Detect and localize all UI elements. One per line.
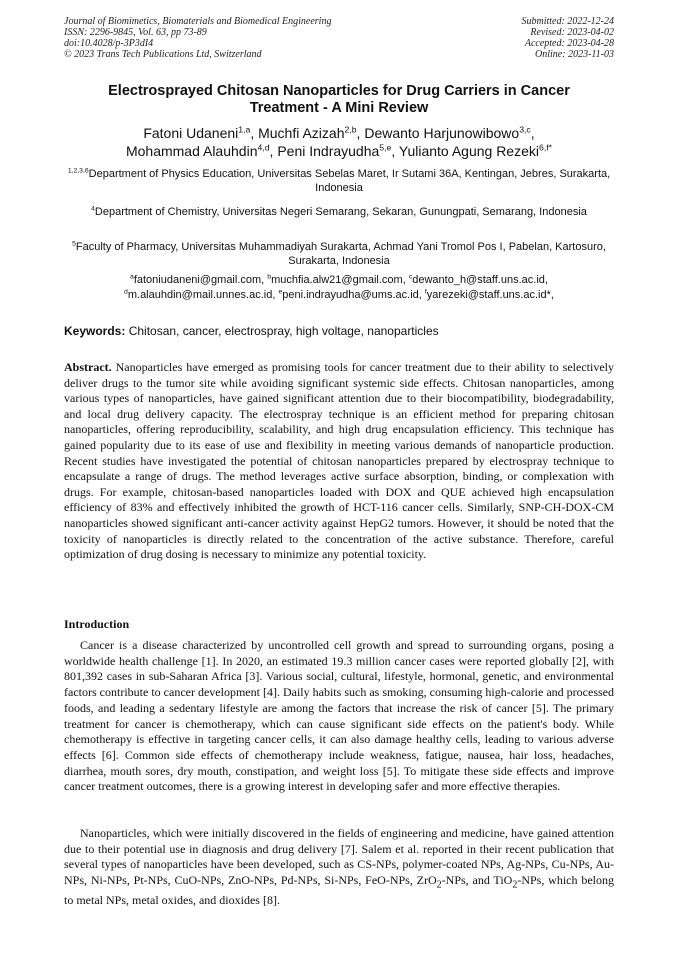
paper-title (64, 83, 614, 117)
author-list (64, 124, 614, 160)
abstract-text: Nanoparticles have emerged as promising tools for cancer treatment due to their ability to selectively deliver drugs to the tumor site while avoiding significant systemic side effects. Chitosan nanoparticles, among various types of nanoparticles, have gained significant attention due to their biocompatibility, biodegradability, and local drug delivery capacity. The electrospray technique is an efficient method for preparing chitosan nanoparticles, offering reproducibility, scalability, and high drug encapsulation efficiency. This technique has gained popularity due to its ease of use and flexibility in meeting various demands of nanoparticle production. Recent studies have investigated the potential of chitosan nanoparticles prepared by electrospray technique to encapsulate a range of drugs. The method leverages active surface absorption, binding, or complexation with drugs. For example, chitosan-based nanoparticles loaded with DOX and QUE achieved high encapsulation efficiency of 83% and effectively inhibited the growth of HCT-116 cancer cells. Similarly, SNP-CH-DOX-CM nanoparticles showed significant anti-cancer activity against HepG2 tumors. However, it should be noted that the toxicity of nanoparticles is directly related to the concentration of the active substance. Therefore, careful optimization of drug dosing is necessary to minimize any potential toxicity. (64, 360, 614, 562)
author: Peni Indrayudha$^{5,e}$, (277, 142, 399, 159)
abstract-label: Abstract. (64, 360, 112, 374)
email: $^f$yarezeki@staff.uns.ac.id*, (424, 288, 554, 301)
dates-header (522, 16, 615, 60)
intro-paragraph-1: Cancer is a disease characterized by uncontrolled cell growth and spread to surrounding organs, posing a worldwide health challenge [1]. In 2020, an estimated 19.3 million cancer cases were reported globally [2], with 801,392 cases in sub-Saharan Africa [3]. Various social, cultural, lifestyle, hormonal, genetic, and environmental factors contribute to cancer development [4]. Daily habits such as smoking, consuming high-calorie and processed foods, and leading a sedentary lifestyle are among the factors that increase the risk of cancer [5]. The primary treatment for cancer is chemotherapy, which can cause significant side effects on the patient's body. While chemotherapy is effective in targeting cancer cells, it can also damage healthy cells, leading to various adverse effects [6]. Common side effects of chemotherapy include weakness, fatigue, nausea, hair loss, headaches, diarrhea, mouth sores, dry mouth, constipation, and weight loss [5]. To mitigate these side effects and improve cancer treatment outcomes, there is a growing interest in developing safer and more effective therapies. (64, 638, 614, 794)
journal-copyright: © 2023 Trans Tech Publications Ltd, Switzerland (64, 49, 262, 60)
author: Fatoni Udaneni$^{1,a}$, (143, 124, 259, 141)
affiliation-3: $^5$Faculty of Pharmacy, Universitas Muhammadiyah Surakarta, Achmad Yani Tromol Pos I, Pabelan, Kartosuro, Surakarta, Indonesia (72, 240, 606, 267)
email: $^d$m.alauhdin@mail.unnes.ac.id, (124, 288, 279, 301)
keywords-label: Keywords: (64, 324, 126, 338)
affiliation-2: $^4$Department of Chemistry, Universitas Negeri Semarang, Sekaran, Gunungpati, Semarang, Indonesia (91, 205, 587, 218)
date-accepted: Accepted: 2023-04-28 (524, 38, 614, 49)
author-emails (64, 273, 614, 303)
journal-doi: doi:10.4028/p-3P3dI4 (64, 38, 154, 49)
keywords-text: Chitosan, cancer, electrospray, high voltage, nanoparticles (125, 324, 439, 338)
section-heading-introduction: Introduction (64, 617, 130, 631)
email: $^a$fatoniudaneni@gmail.com, (130, 273, 268, 286)
title-line-2: Treatment - A Mini Review (249, 100, 429, 116)
author: Muchfi Azizah$^{2,b}$, (258, 124, 365, 141)
email: $^c$dewanto_h@staff.uns.ac.id, (408, 273, 548, 286)
intro-paragraph-2: Nanoparticles, which were initially discovered in the fields of engineering and medicine, have gained attention due to their potential use in diagnosis and drug delivery [7]. Salem et al. reported in their recent publication that several types of nanoparticles have been developed, such as CS-NPs, polymer-coated NPs, Ag-NPs, Cu-NPs, Au-NPs, Ni-NPs, Pt-NPs, CuO-NPs, ZnO-NPs, Pd-NPs, Si-NPs, FeO-NPs, ZrO$_2$-NPs, and TiO$_2$-NPs, which belong to metal NPs, metal oxides, and dioxides [8]. (64, 826, 614, 908)
email: $^e$peni.indrayudha@ums.ac.id, (278, 288, 425, 301)
journal-issn: ISSN: 2296-9845, Vol. 63, pp 73-89 (64, 27, 207, 38)
keywords (64, 324, 614, 339)
date-submitted: Submitted: 2022-12-24 (521, 16, 614, 27)
affiliation-1: $^{1,2,3,6}$Department of Physics Education, Universitas Sebelas Maret, Ir Sutami 36A, Kentingan, Jebres, Surakarta, Indonesia (67, 167, 611, 194)
author: Mohammad Alauhdin$^{4,d}$, (125, 142, 278, 159)
date-revised: Revised: 2023-04-02 (530, 27, 614, 38)
author: Dewanto Harjunowibowo$^{3,c}$, (364, 124, 535, 141)
email: $^b$muchfia.alw21@gmail.com, (267, 273, 409, 286)
abstract (64, 360, 614, 563)
journal-header (64, 16, 331, 60)
journal-name: Journal of Biomimetics, Biomaterials and Biomedical Engineering (64, 16, 332, 27)
title-line-1: Electrosprayed Chitosan Nanoparticles for Drug Carriers in Cancer (108, 83, 570, 99)
date-online: Online: 2023-11-03 (535, 49, 614, 60)
author: Yulianto Agung Rezeki$^{6,f*}$ (398, 142, 553, 159)
